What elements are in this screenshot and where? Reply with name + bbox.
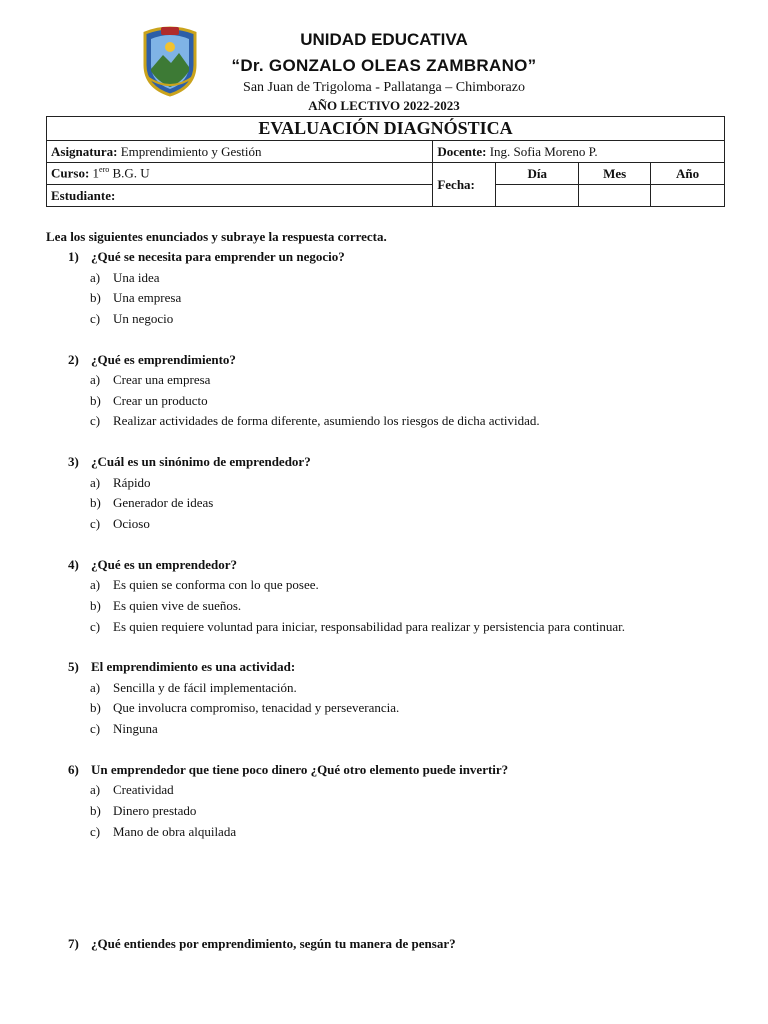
question-2	[46, 350, 726, 433]
option-text: Crear una empresa	[113, 372, 211, 388]
teacher-label: Docente:	[437, 143, 487, 159]
course-value-num: 1	[92, 165, 100, 181]
month-field[interactable]	[579, 185, 651, 207]
option-letter: a)	[90, 782, 101, 798]
option-text: Realizar actividades de forma diferente, asumiendo los riesgos de dicha actividad.	[113, 413, 540, 429]
answer-option[interactable]	[46, 268, 726, 289]
question-number: 3)	[68, 454, 79, 470]
student-cell[interactable]	[47, 185, 433, 207]
school-name-line2: “Dr. GONZALO OLEAS ZAMBRANO”	[231, 56, 537, 75]
option-text: Es quien se conforma con lo que posee.	[113, 577, 319, 593]
subject-label: Asignatura:	[51, 143, 118, 159]
answer-option[interactable]	[46, 698, 726, 719]
question-number: 4)	[68, 556, 79, 572]
option-text: Sencilla y de fácil implementación.	[113, 679, 297, 695]
option-letter: b)	[90, 700, 101, 716]
option-letter: c)	[90, 310, 101, 326]
month-header: Mes	[579, 163, 651, 185]
teacher-value: Ing. Sofia Moreno P.	[489, 143, 598, 159]
option-text: Es quien requiere voluntad para iniciar, responsabilidad para realizar y persistencia para continuar.	[113, 618, 626, 634]
day-header: Día	[496, 163, 579, 185]
school-location: San Juan de Trigoloma - Pallatanga – Chimborazo	[243, 80, 525, 95]
option-letter: a)	[90, 577, 101, 593]
option-text: Ninguna	[113, 721, 158, 737]
exam-title: EVALUACIÓN DIAGNÓSTICA	[47, 117, 725, 141]
questions-section	[46, 227, 726, 955]
question-label: ¿Qué entiendes por emprendimiento, según tu manera de pensar?	[91, 936, 456, 952]
answer-option[interactable]	[46, 575, 726, 596]
course-label: Curso:	[51, 165, 90, 181]
answer-option[interactable]	[46, 822, 726, 843]
school-name-line1: UNIDAD EDUCATIVA	[300, 30, 468, 49]
instructions: Lea los siguientes enunciados y subraye la respuesta correcta.	[46, 229, 387, 244]
question-text	[46, 934, 726, 955]
question-number: 1)	[68, 249, 79, 264]
date-label-cell	[433, 163, 496, 207]
option-letter: c)	[90, 823, 101, 839]
option-text: Es quien vive de sueños.	[113, 597, 242, 613]
answer-option[interactable]	[46, 801, 726, 822]
question-text	[46, 247, 726, 268]
option-text: Un negocio	[113, 310, 174, 326]
course-value-rest: B.G. U	[112, 165, 150, 181]
option-letter: c)	[90, 721, 101, 737]
teacher-cell	[433, 141, 725, 163]
option-text: Ocioso	[113, 516, 150, 531]
option-letter: b)	[90, 290, 101, 306]
option-letter: a)	[90, 269, 101, 285]
option-text: Mano de obra alquilada	[113, 823, 237, 839]
option-text: Dinero prestado	[113, 803, 197, 818]
option-letter: b)	[90, 597, 101, 613]
question-text	[46, 760, 726, 781]
subject-value: Emprendimiento y Gestión	[120, 143, 262, 159]
option-letter: a)	[90, 679, 101, 695]
answer-option[interactable]	[46, 514, 726, 535]
option-text: Una empresa	[113, 290, 182, 306]
option-letter: a)	[90, 372, 101, 388]
question-5	[46, 657, 726, 740]
option-letter: a)	[90, 474, 101, 490]
subject-cell	[47, 141, 433, 163]
year-field[interactable]	[651, 185, 725, 207]
student-label: Estudiante:	[51, 187, 116, 203]
course-value-sup: ero	[99, 165, 110, 175]
question-4	[46, 555, 726, 638]
question-label: ¿Qué es un emprendedor?	[91, 556, 238, 572]
question-number: 6)	[68, 761, 79, 777]
question-number: 5)	[68, 659, 79, 675]
question-text	[46, 350, 726, 371]
answer-option[interactable]	[46, 678, 726, 699]
option-letter: c)	[90, 516, 101, 531]
option-text: Rápido	[113, 474, 151, 490]
question-label: ¿Qué se necesita para emprender un negocio?	[91, 249, 345, 264]
answer-option[interactable]	[46, 411, 726, 432]
school-year: AÑO LECTIVO 2022-2023	[308, 98, 460, 113]
question-number: 7)	[68, 936, 79, 952]
answer-option[interactable]	[46, 493, 726, 514]
option-text: Creatividad	[113, 782, 174, 798]
option-letter: c)	[90, 618, 101, 634]
question-number: 2)	[68, 351, 79, 367]
question-6	[46, 760, 726, 843]
answer-option[interactable]	[46, 309, 726, 330]
option-letter: b)	[90, 495, 101, 511]
option-letter: c)	[90, 413, 101, 429]
question-label: El emprendimiento es una actividad:	[91, 659, 296, 675]
option-letter: b)	[90, 392, 101, 408]
year-header: Año	[651, 163, 725, 185]
course-cell	[47, 163, 433, 185]
answer-option[interactable]	[46, 719, 726, 740]
question-label: Un emprendedor que tiene poco dinero ¿Qué otro elemento puede invertir?	[91, 761, 509, 777]
option-text: Generador de ideas	[113, 495, 214, 511]
question-7	[46, 934, 726, 955]
answer-option[interactable]	[46, 391, 726, 412]
option-text: Crear un producto	[113, 392, 208, 408]
question-list	[46, 247, 726, 955]
option-letter: b)	[90, 803, 101, 818]
answer-option[interactable]	[46, 780, 726, 801]
answer-option[interactable]	[46, 288, 726, 309]
question-text	[46, 452, 726, 473]
answer-option[interactable]	[46, 370, 726, 391]
day-field[interactable]	[496, 185, 579, 207]
option-text: Que involucra compromiso, tenacidad y perseverancia.	[113, 700, 400, 716]
question-3	[46, 452, 726, 535]
answer-option[interactable]	[46, 617, 726, 638]
question-label: ¿Qué es emprendimiento?	[91, 351, 236, 367]
question-text	[46, 657, 726, 678]
date-label: Fecha:	[437, 176, 475, 192]
question-text	[46, 555, 726, 576]
answer-option[interactable]	[46, 473, 726, 494]
option-text: Una idea	[113, 269, 160, 285]
exam-info-table	[46, 116, 725, 207]
question-1	[46, 247, 726, 330]
answer-option[interactable]	[46, 596, 726, 617]
question-label: ¿Cuál es un sinónimo de emprendedor?	[91, 454, 311, 470]
